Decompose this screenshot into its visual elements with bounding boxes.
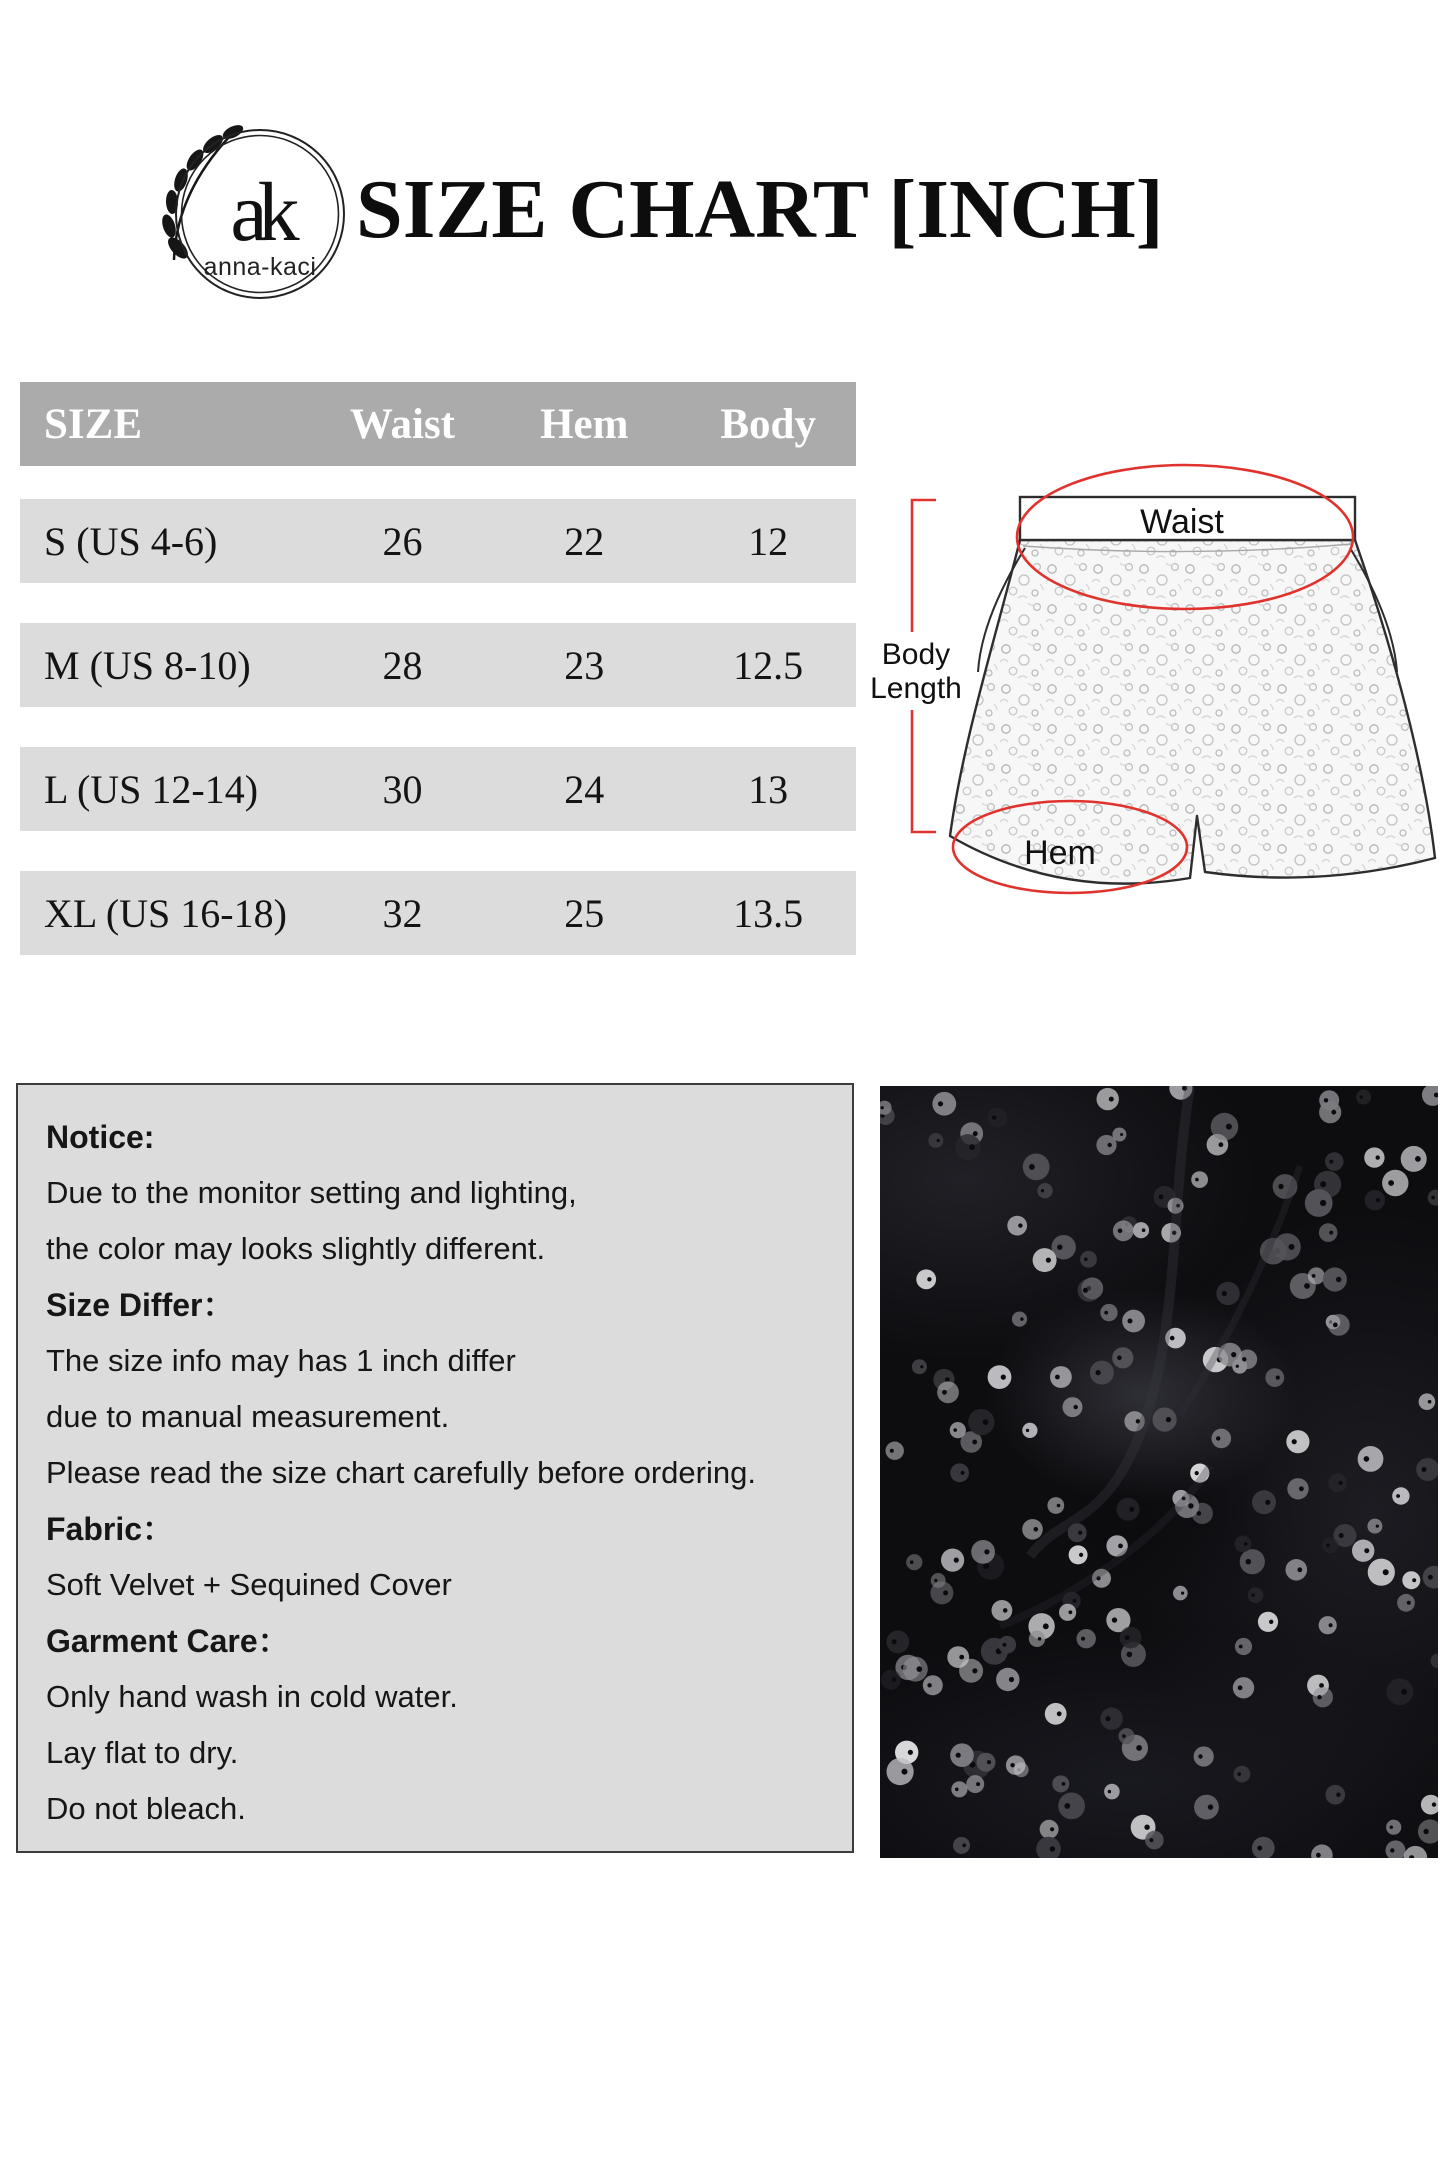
column-header-hem: Hem (540, 400, 629, 448)
waist-cell: 32 (382, 890, 423, 936)
garment-care-heading: Garment Care： (46, 1623, 290, 1659)
column-header-body: Body (720, 400, 816, 448)
body-cell: 13.5 (733, 890, 804, 936)
table-row-s (20, 499, 856, 583)
body-length-label-line2: Length (870, 672, 962, 705)
logo-wordmark: anna-kaci (203, 253, 317, 281)
page-title: SIZE CHART [INCH] (356, 163, 1164, 256)
size-cell: S (US 4-6) (44, 518, 218, 564)
brand-logo (138, 90, 373, 315)
notice-text: due to manual measurement. (46, 1399, 450, 1434)
table-row-m (20, 623, 856, 707)
waist-label: Waist (1140, 503, 1224, 541)
column-header-size: SIZE (44, 400, 143, 448)
body-cell: 13 (748, 766, 789, 812)
shorts-measurement-diagram (860, 440, 1445, 960)
fabric-heading: Fabric： (46, 1511, 175, 1547)
fabric-sequins (880, 1086, 1438, 1858)
notice-heading: Notice: (46, 1119, 155, 1155)
notice-box (16, 1083, 854, 1853)
notice-text: Please read the size chart carefully before ordering. (46, 1455, 756, 1490)
hem-cell: 25 (564, 890, 605, 936)
column-header-waist: Waist (349, 400, 456, 448)
body-cell: 12 (748, 518, 789, 564)
size-cell: M (US 8-10) (44, 642, 251, 688)
notice-text: Do not bleach. (46, 1791, 246, 1826)
shorts-outline (950, 540, 1435, 884)
size-cell: L (US 12-14) (44, 766, 259, 812)
size-cell: XL (US 16-18) (44, 890, 287, 936)
hem-cell: 24 (564, 766, 605, 812)
hem-cell: 23 (564, 642, 605, 688)
notice-text: The size info may has 1 inch differ (46, 1343, 516, 1378)
body-cell: 12.5 (733, 642, 804, 688)
waist-cell: 26 (382, 518, 423, 564)
size-table (20, 382, 856, 955)
fabric-swatch-photo (880, 1086, 1438, 1858)
notice-text: Lay flat to dry. (46, 1735, 239, 1770)
size-table-header-row (20, 382, 856, 466)
hem-cell: 22 (564, 518, 605, 564)
waist-cell: 30 (382, 766, 423, 812)
notice-text: Due to the monitor setting and lighting, (46, 1175, 577, 1210)
notice-text: the color may looks slightly different. (46, 1231, 546, 1266)
waist-cell: 28 (382, 642, 423, 688)
size-differ-heading: Size Differ： (46, 1287, 235, 1323)
notice-text: Only hand wash in cold water. (46, 1679, 458, 1714)
notice-text: Soft Velvet + Sequined Cover (46, 1567, 452, 1602)
hem-label: Hem (1024, 834, 1096, 872)
logo-monogram: ak (230, 166, 290, 259)
table-row-l (20, 747, 856, 831)
table-row-xl (20, 871, 856, 955)
body-length-label-line1: Body (881, 638, 951, 671)
